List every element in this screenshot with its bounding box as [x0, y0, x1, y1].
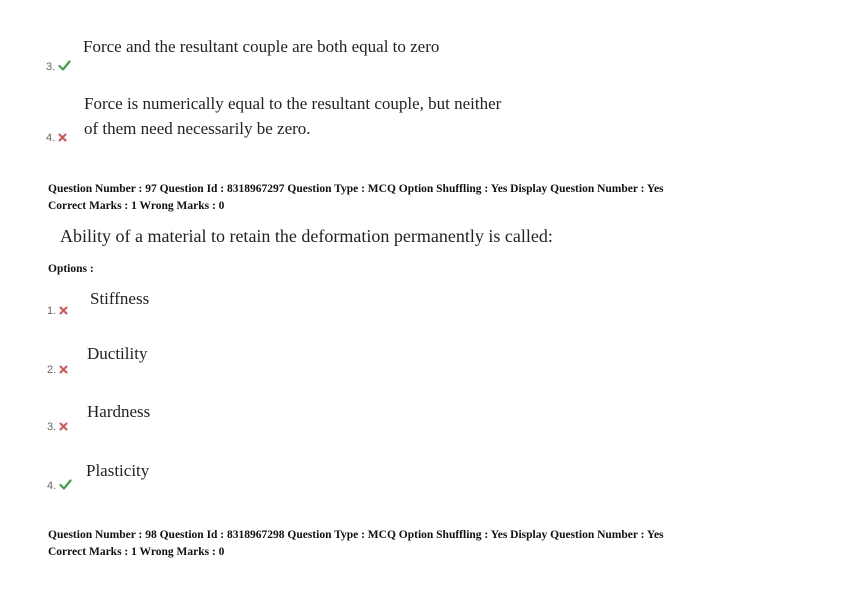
option-number: [47, 479, 72, 493]
option-number: [47, 305, 68, 318]
cross-icon: [59, 422, 68, 434]
question-marks: Correct Marks : 1 Wrong Marks : 0: [48, 546, 225, 558]
option-number-label: 3.: [47, 421, 57, 433]
option-number-label: 3.: [46, 61, 56, 73]
option-text: Plasticity: [86, 461, 150, 480]
check-icon: [59, 479, 72, 493]
option-number: [47, 421, 68, 434]
question-marks: Correct Marks : 1 Wrong Marks : 0: [48, 200, 225, 212]
cross-icon: [58, 133, 67, 145]
option-text: Stiffness: [90, 289, 150, 308]
option-number-label: 2.: [47, 364, 57, 376]
cross-icon: [59, 365, 68, 377]
question-meta: Question Number : 97 Question Id : 8318967297 Question Type : MCQ Option Shuffling : Yes Display Question Number : Yes: [48, 183, 664, 195]
option-number-label: 1.: [47, 305, 57, 317]
option-text: Hardness: [87, 402, 151, 421]
option-number: [47, 364, 68, 377]
option-number: [46, 60, 71, 74]
check-icon: [58, 60, 71, 74]
option-text: Force and the resultant couple are both equal to zero: [83, 37, 440, 56]
cross-icon: [59, 306, 68, 318]
option-text: Ductility: [87, 344, 148, 363]
question-meta: Question Number : 98 Question Id : 8318967298 Question Type : MCQ Option Shuffling : Yes Display Question Number : Yes: [48, 529, 664, 541]
options-label: Options :: [48, 263, 94, 275]
option-number-label: 4.: [47, 480, 57, 492]
option-text: of them need necessarily be zero.: [84, 119, 311, 138]
option-number: [46, 132, 67, 145]
option-number-label: 4.: [46, 132, 56, 144]
option-text: Force is numerically equal to the resultant couple, but neither: [84, 94, 502, 113]
question-text: Ability of a material to retain the deformation permanently is called:: [60, 226, 553, 246]
